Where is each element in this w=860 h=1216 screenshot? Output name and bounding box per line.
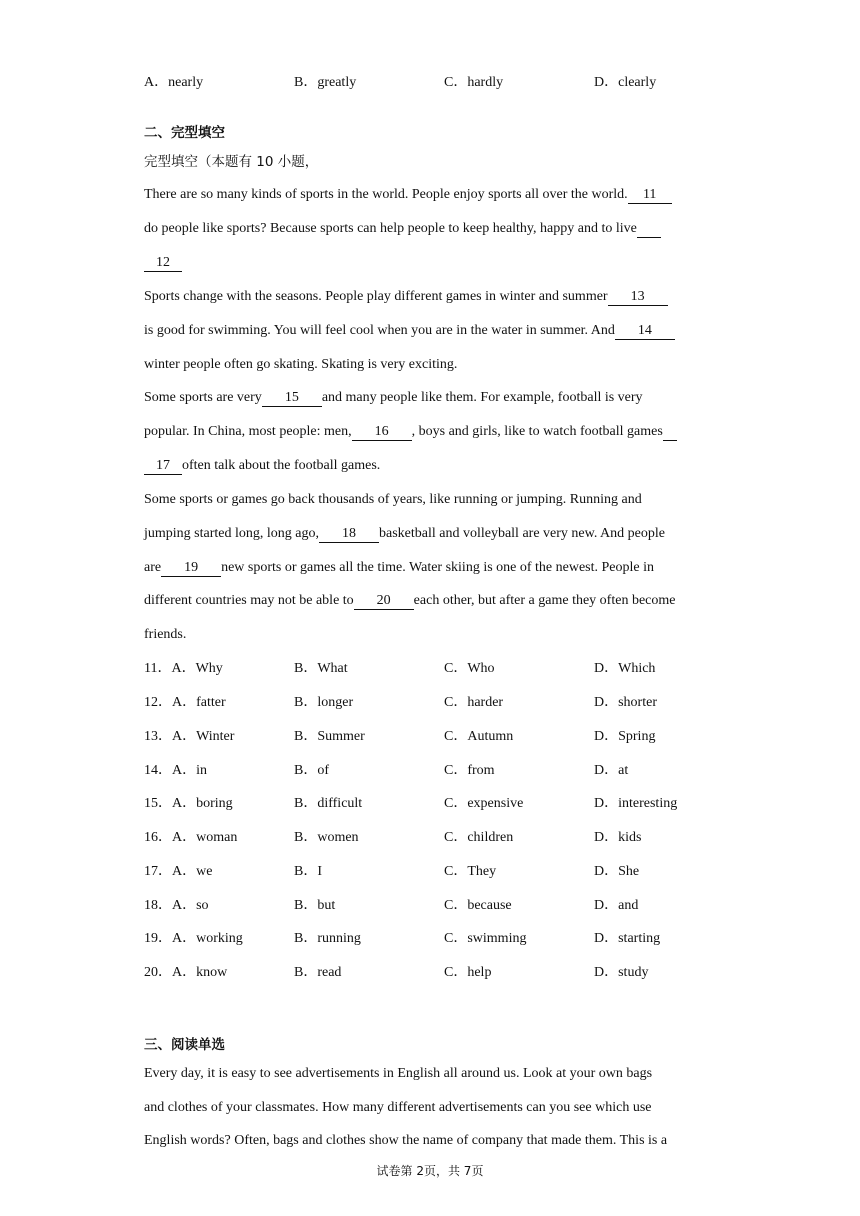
option-a: 16．A．woman xyxy=(144,830,238,845)
passage-line: Sports change with the seasons. People play different games in winter and summer 13 xyxy=(144,287,724,307)
option-a: 20．A．know xyxy=(144,965,228,980)
blank-19: 19 xyxy=(161,559,221,577)
option-a: 14．A．in xyxy=(144,763,207,778)
blank-11: 11 xyxy=(628,186,672,204)
option-b: B．I xyxy=(294,864,322,879)
question-row xyxy=(144,929,724,949)
blank-18: 18 xyxy=(319,525,379,543)
option-d: D．study xyxy=(594,965,649,980)
blank-17: 17 xyxy=(144,457,182,475)
option-b: B．of xyxy=(294,763,329,778)
question-row xyxy=(144,761,724,781)
blank-15: 15 xyxy=(262,389,322,407)
passage-line: 17 often talk about the football games. xyxy=(144,456,724,476)
blank-16: 16 xyxy=(352,423,412,441)
option-b: B．greatly xyxy=(294,75,357,90)
passage-line: and clothes of your classmates. How many different advertisements can you see which use xyxy=(144,1100,652,1115)
passage-line: jumping started long, long ago, 18 basketball and volleyball are very new. And people xyxy=(144,526,665,541)
option-c: C．because xyxy=(444,898,512,913)
option-d: D．at xyxy=(594,763,629,778)
option-c: C．from xyxy=(444,763,495,778)
passage-line: are 19 new sports or games all the time. Water skiing is one of the newest. People in xyxy=(144,560,655,575)
option-c: C．help xyxy=(444,965,492,980)
option-a: A．nearly xyxy=(144,75,204,90)
option-a: 12．A．fatter xyxy=(144,695,226,710)
option-d: D．starting xyxy=(594,931,661,946)
option-c: C．expensive xyxy=(444,796,524,811)
option-c: C．harder xyxy=(444,695,504,710)
question-row xyxy=(144,727,724,747)
option-b: B．longer xyxy=(294,695,354,710)
passage-line: different countries may not be able to 20 each other, but after a game they often become xyxy=(144,593,676,608)
option-c: C．children xyxy=(444,830,514,845)
section-intro: 完型填空（本题有 10 小题， xyxy=(144,154,319,170)
passage-line: Some sports or games go back thousands of years, like running or jumping. Running and xyxy=(144,492,642,507)
option-a: 17．A．we xyxy=(144,864,213,879)
option-d: D．interesting xyxy=(594,796,678,811)
option-a: 15．A．boring xyxy=(144,796,233,811)
option-d: D．Spring xyxy=(594,729,656,744)
question-row xyxy=(144,862,724,882)
option-a: 13．A．Winter xyxy=(144,729,235,744)
blank-20: 20 xyxy=(354,592,414,610)
blank-14: 14 xyxy=(615,322,675,340)
passage-line: There are so many kinds of sports in the world. People enjoy sports all over the world. 11 xyxy=(144,185,724,205)
blank-17-start xyxy=(663,423,677,441)
blank-12: 12 xyxy=(144,254,182,272)
question-row xyxy=(144,896,724,916)
option-d: D．clearly xyxy=(594,75,657,90)
passage-line: popular. In China, most people: men, 16 , boys and girls, like to watch football games xyxy=(144,422,724,442)
option-b: B．What xyxy=(294,661,348,676)
question-row xyxy=(144,659,724,679)
section-heading-reading: 三、阅读单选 xyxy=(144,1037,225,1053)
option-c: C．hardly xyxy=(444,75,504,90)
section-heading-cloze: 二、完型填空 xyxy=(144,125,225,141)
blank-12-start xyxy=(637,220,661,238)
option-c: C．Who xyxy=(444,661,495,676)
question-row xyxy=(144,828,724,848)
passage-line: Every day, it is easy to see advertisements in English all around us. Look at your own bags xyxy=(144,1066,653,1081)
option-b: B．Summer xyxy=(294,729,365,744)
passage-line: winter people often go skating. Skating is very exciting. xyxy=(144,357,458,372)
passage-line xyxy=(144,253,724,273)
option-b: B．women xyxy=(294,830,359,845)
option-d: D．shorter xyxy=(594,695,657,710)
option-b: B．read xyxy=(294,965,342,980)
option-c: C．Autumn xyxy=(444,729,514,744)
passage-line: friends. xyxy=(144,627,187,642)
option-a: 18．A．so xyxy=(144,898,209,913)
passage-line: is good for swimming. You will feel cool when you are in the water in summer. And 14 xyxy=(144,321,724,341)
question-row xyxy=(144,693,724,713)
option-d: D．Which xyxy=(594,661,656,676)
question-row xyxy=(144,794,724,814)
option-c: C．They xyxy=(444,864,497,879)
option-d: D．kids xyxy=(594,830,642,845)
question-row xyxy=(144,963,724,983)
option-a: 11．A．Why xyxy=(144,661,223,676)
options-row-prev-question xyxy=(144,73,724,93)
option-b: B．difficult xyxy=(294,796,363,811)
option-b: B．running xyxy=(294,931,361,946)
option-d: D．and xyxy=(594,898,639,913)
option-c: C．swimming xyxy=(444,931,527,946)
page-footer: 试卷第 2页，共 7页 xyxy=(376,1164,484,1178)
passage-line: English words? Often, bags and clothes show the name of company that made them. This is a xyxy=(144,1133,668,1148)
blank-13: 13 xyxy=(608,288,668,306)
passage-line: do people like sports? Because sports can help people to keep healthy, happy and to live xyxy=(144,219,724,239)
option-a: 19．A．working xyxy=(144,931,243,946)
option-d: D．She xyxy=(594,864,640,879)
option-b: B．but xyxy=(294,898,336,913)
passage-line: Some sports are very 15 and many people like them. For example, football is very xyxy=(144,390,643,405)
